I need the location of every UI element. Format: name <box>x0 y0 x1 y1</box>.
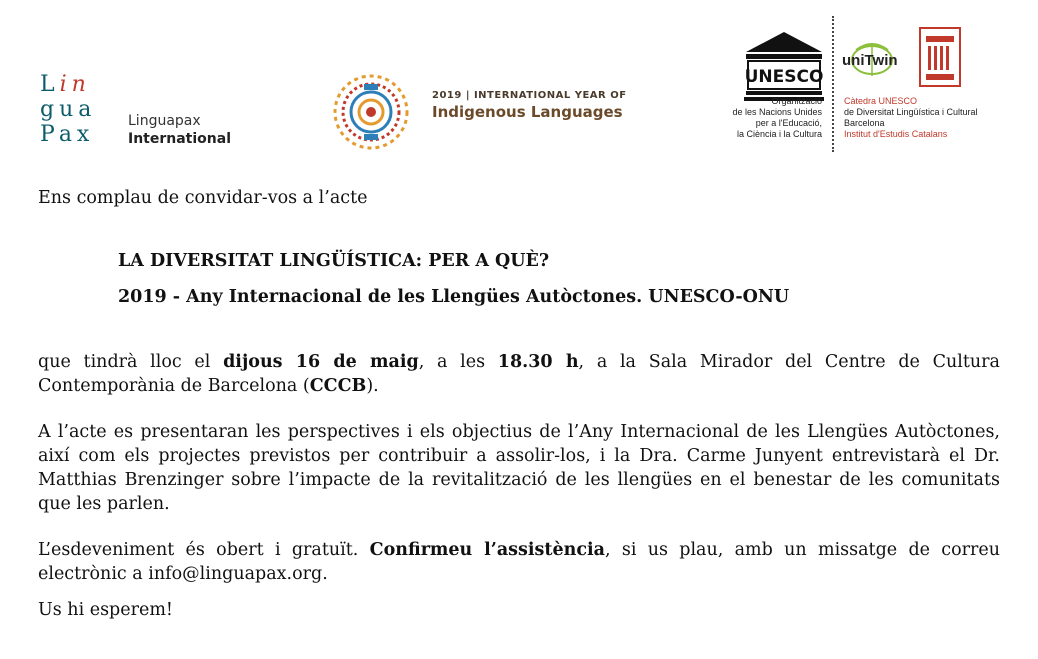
linguapax-mark-pax: Pax <box>40 122 95 147</box>
closing-line: Us hi esperem! <box>38 600 173 620</box>
text-span: ). <box>366 376 379 396</box>
paragraph-description: A l’acte es presentaran les perspectives i els objectius de l’Any Internacional de les Llengües Autòctones, així com els projectes previstos per contribuir a assolir-los, i la Dra. Carme Junyent entrevistarà el Dr. Matthias Brenzinger sobre l’impacte de la revitalització de les llengües en el benestar de les comunitats que les parlen. <box>38 422 1000 514</box>
unesco-caption <box>712 96 822 140</box>
unitwin-caption-line: Institut d'Estudis Catalans <box>844 129 948 139</box>
linguapax-mark-gua: gua <box>40 97 97 122</box>
event-subtitle: 2019 - Any Internacional de les Llengües Autòctones. UNESCO-ONU <box>118 287 790 307</box>
rsvp-emphasis: Confirmeu l’assistència <box>369 540 605 560</box>
event-time: 18.30 h <box>497 352 579 372</box>
unitwin-caption <box>844 96 978 140</box>
unitwin-caption-line: Barcelona <box>844 118 885 128</box>
text-span: L’esdeveniment és obert i gratuït. <box>38 540 370 560</box>
unesco-temple-icon <box>744 30 824 102</box>
iyil-logo <box>330 70 630 154</box>
linguapax-line2: International <box>128 131 232 147</box>
unitwin-caption-line: Càtedra UNESCO <box>844 96 918 106</box>
unesco-wordmark: UNESCO <box>744 67 824 87</box>
logo-divider <box>832 16 834 152</box>
text-span: , a les <box>418 352 498 372</box>
paragraph-details <box>38 350 1000 398</box>
unesco-unitwin-logos <box>712 16 1012 156</box>
text-span: , a la Sala Mirador del Centre de Cultura Contemporània de Barcelona ( <box>38 352 1000 396</box>
unesco-caption-line: de les Nacions Unides <box>732 107 822 117</box>
linguapax-logo <box>40 72 240 152</box>
paragraph-rsvp <box>38 538 1000 586</box>
linguapax-wordmark <box>128 112 231 148</box>
text-span: , si us plau, amb un missatge de correu electrònic a info@linguapax.org. <box>38 540 1000 584</box>
event-date: dijous 16 de maig <box>223 352 419 372</box>
text-span: que tindrà lloc el <box>38 352 224 372</box>
linguapax-mark <box>40 72 112 152</box>
invite-intro: Ens complau de convidar-vos a l’acte <box>38 188 368 208</box>
linguapax-mark-in: in <box>59 72 91 97</box>
venue-abbrev: CCCB <box>309 376 367 396</box>
event-title: LA DIVERSITAT LINGÜÍSTICA: PER A QUÈ? <box>118 251 550 271</box>
unesco-caption-line: la Ciència i la Cultura <box>736 129 822 139</box>
iyil-line2: Indigenous Languages <box>432 103 623 121</box>
iec-seal-icon <box>918 26 962 88</box>
iyil-emblem-icon <box>330 70 412 154</box>
linguapax-mark-l: L <box>40 72 60 97</box>
unesco-caption-line: Organització <box>771 96 822 106</box>
iyil-line1: 2019 | INTERNATIONAL YEAR OF <box>432 90 627 101</box>
unesco-caption-line: per a l'Educació, <box>755 118 822 128</box>
unitwin-caption-line: de Diversitat Lingüística i Cultural <box>844 107 978 117</box>
unitwin-wordmark: uniTwin <box>842 52 898 69</box>
linguapax-line1: Linguapax <box>128 113 201 129</box>
